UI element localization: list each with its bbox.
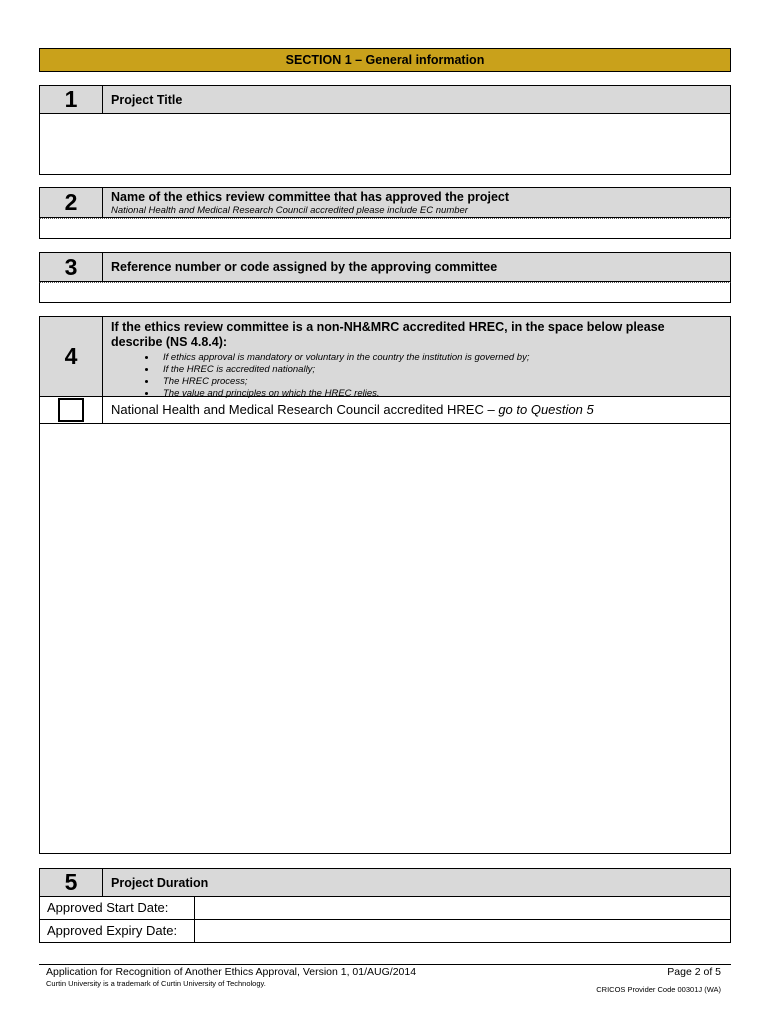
ethics-committee-field[interactable] <box>39 218 731 239</box>
question-4-header <box>39 316 731 397</box>
checkbox-goto: go to Question 5 <box>498 402 594 417</box>
question-3-number: 3 <box>40 253 103 281</box>
question-5-header <box>39 868 731 897</box>
nhmrc-accredited-checkbox[interactable] <box>58 398 84 422</box>
question-1-number: 1 <box>40 86 103 113</box>
question-1-header <box>39 85 731 114</box>
expiry-date-row <box>39 920 731 943</box>
expiry-date-field[interactable] <box>195 920 730 942</box>
question-4-title: If the ethics review committee is a non-NH&MRC accredited HREC, in the space below please describe (NS 4.8.4): <box>111 320 665 349</box>
section-title: SECTION 1 – General information <box>39 48 731 72</box>
project-title-field[interactable] <box>39 114 731 175</box>
expiry-date-label: Approved Expiry Date: <box>40 920 195 942</box>
question-5-title: Project Duration <box>111 875 209 890</box>
question-1-title: Project Title <box>111 92 183 107</box>
list-item: • The HREC process; <box>157 376 700 388</box>
question-5-number: 5 <box>40 869 103 896</box>
question-3-header <box>39 252 731 282</box>
footer-trademark: Curtin University is a trademark of Curtin University of Technology. <box>46 979 266 988</box>
footer-doc-title: Application for Recognition of Another Ethics Approval, Version 1, 01/AUG/2014 <box>46 966 417 978</box>
question-2-subtitle: National Health and Medical Research Council accredited please include EC number <box>111 204 468 216</box>
question-4-checkbox-row <box>39 397 731 424</box>
footer-cricos: CRICOS Provider Code 00301J (WA) <box>596 985 721 994</box>
question-2-number: 2 <box>40 188 103 217</box>
list-item: • If ethics approval is mandatory or voluntary in the country the institution is governed by; <box>157 352 700 364</box>
list-item: • The value and principles on which the HREC relies. <box>157 388 700 400</box>
reference-number-field[interactable] <box>39 282 731 303</box>
question-2-header <box>39 187 731 218</box>
footer-divider <box>39 964 731 965</box>
start-date-label: Approved Start Date: <box>40 897 195 919</box>
hrec-description-field[interactable] <box>39 424 731 854</box>
question-2-title: Name of the ethics review committee that has approved the project <box>111 189 510 204</box>
footer-page-number: Page 2 of 5 <box>667 966 721 978</box>
question-3-title: Reference number or code assigned by the approving committee <box>111 260 498 274</box>
project-duration-table <box>39 897 731 943</box>
question-4-bullets <box>111 352 700 400</box>
question-4-number: 4 <box>40 317 103 396</box>
checkbox-label: National Health and Medical Research Council accredited HREC – <box>111 402 499 417</box>
start-date-field[interactable] <box>195 897 730 919</box>
start-date-row <box>39 897 731 920</box>
list-item: • If the HREC is accredited nationally; <box>157 364 700 376</box>
